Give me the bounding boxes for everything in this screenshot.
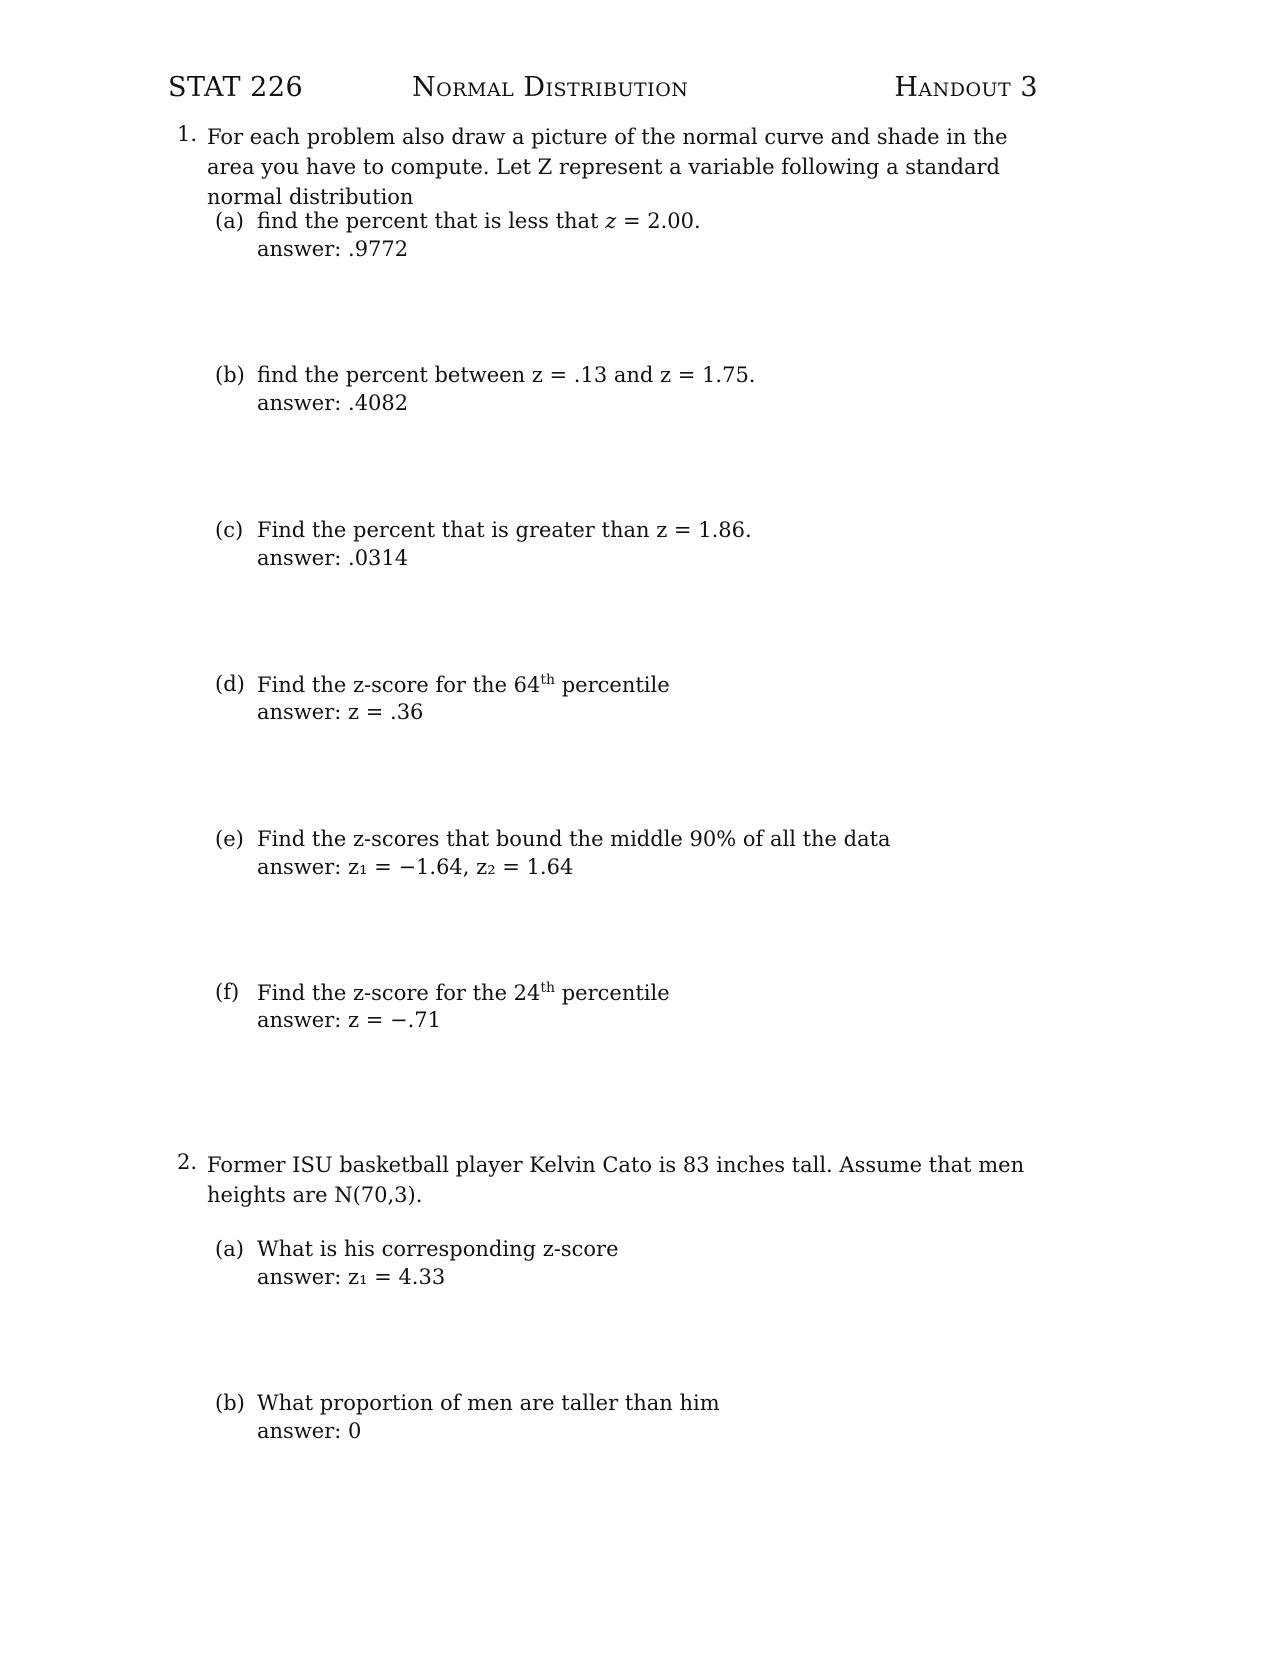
q1-part-c-answer: answer: .0314 [257,546,409,570]
q2-part-b-text: What proportion of men are taller than him [257,1391,720,1415]
q1-part-b-answer: answer: .4082 [257,391,409,415]
q1-part-c-label: (c) [215,518,244,542]
q1-part-b-text: find the percent between z = .13 and z = 1.75. [257,363,756,387]
q1-part-d-label: (d) [215,672,245,696]
q1-part-c-text: Find the percent that is greater than z = 1.86. [257,518,752,542]
q1-part-a-label: (a) [215,209,244,233]
course-code: STAT 226 [168,72,304,103]
q1-part-d-answer: answer: z = .36 [257,700,424,724]
q1-part-e-text: Find the z-scores that bound the middle 90% of all the data [257,827,891,851]
question-1-number: 1. [177,122,198,146]
question-2-number: 2. [177,1150,198,1174]
q2-part-a-answer: answer: z₁ = 4.33 [257,1265,446,1289]
q1-part-a-text: find the percent that is less that z = 2.00. [257,209,701,233]
q1-part-b-label: (b) [215,363,245,387]
handout-title: Normal Distribution [412,72,689,103]
q1-part-d-text: Find the z-score for the 64th percentile [257,672,670,697]
q1-part-e-label: (e) [215,827,244,851]
q2-part-a-label: (a) [215,1237,244,1261]
q1-part-e-answer: answer: z₁ = −1.64, z₂ = 1.64 [257,855,574,879]
q1-part-a-answer: answer: .9772 [257,237,409,261]
q2-part-b-answer: answer: 0 [257,1419,362,1443]
q2-part-a-text: What is his corresponding z-score [257,1237,619,1261]
question-2-text: Former ISU basketball player Kelvin Cato is 83 inches tall. Assume that men heights are N(70,3). [207,1153,1025,1207]
q2-part-b-label: (b) [215,1391,245,1415]
handout-number: Handout 3 [894,72,1038,103]
q1-part-f-label: (f) [215,980,240,1004]
question-1-text: For each problem also draw a picture of the normal curve and shade in the area you have to compute. Let Z represent a variable following a standard normal distribution [207,125,1008,209]
q1-part-f-text: Find the z-score for the 24th percentile [257,980,670,1005]
q1-part-f-answer: answer: z = −.71 [257,1008,442,1032]
